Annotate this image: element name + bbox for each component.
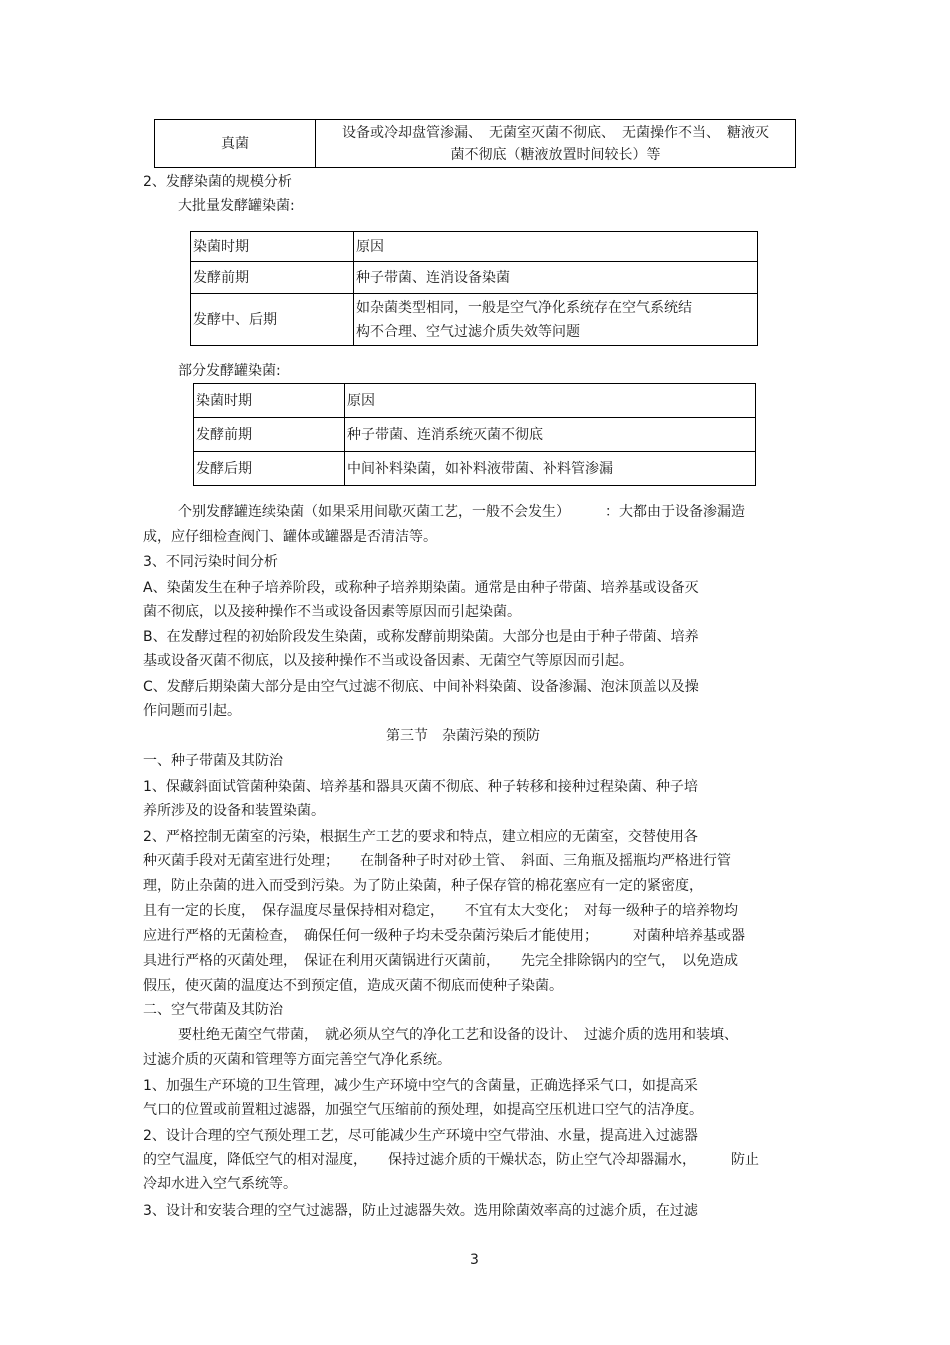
paragraph-line: 作问题而引起。	[143, 703, 241, 719]
section2-heading: 2、发酵染菌的规模分析	[143, 174, 292, 190]
row-period: 发酵前期	[191, 262, 354, 294]
individual-text-line: 成，应仔细检查阀门、罐体或罐器是否清洁等。	[143, 529, 437, 545]
paragraph-line: 2、设计合理的空气预处理工艺，尽可能减少生产环境中空气带油、水量，提高进入过滤器	[143, 1128, 698, 1144]
fungi-reason-line: 菌不彻底（糖液放置时间较长）等	[450, 146, 661, 163]
paragraph-line: 基或设备灭菌不彻底，以及接种操作不当或设备因素、无菌空气等原因而引起。	[143, 653, 633, 669]
paragraph-line: 要杜绝无菌空气带菌， 就必须从空气的净化工艺和设备的设计、 过滤介质的选用和装填、	[178, 1027, 738, 1043]
large-batch-title: 大批量发酵罐染菌:	[178, 198, 295, 214]
row-reason: 种子带菌、连消系统灭菌不彻底	[345, 418, 756, 452]
paragraph-line: 冷却水进入空气系统等。	[143, 1176, 297, 1192]
paragraph-line: 2、严格控制无菌室的污染，根据生产工艺的要求和特点，建立相应的无菌室，交替使用各	[143, 829, 698, 845]
header-period: 染菌时期	[194, 384, 345, 418]
paragraph-line: 假压，使灭菌的温度达不到预定值，造成灭菌不彻底而使种子染菌。	[143, 978, 563, 994]
paragraph-line: A、染菌发生在种子培养阶段，或称种子培养期染菌。通常是由种子带菌、培养基或设备灭	[143, 580, 699, 596]
row-period: 发酵前期	[194, 418, 345, 452]
paragraph-line: 应进行严格的无菌检查， 确保任何一级种子均未受杂菌污染后才能使用； 对菌种培养基或器	[143, 928, 745, 944]
header-reason: 原因	[354, 232, 758, 262]
partial-batch-title: 部分发酵罐染菌:	[178, 363, 281, 379]
header-period: 染菌时期	[191, 232, 354, 262]
row-reason-line: 构不合理、空气过滤介质失效等问题	[356, 323, 580, 340]
paragraph-line: B、在发酵过程的初始阶段发生染菌，或称发酵前期染菌。大部分也是由于种子带菌、培养	[143, 629, 699, 645]
paragraph-line: 的空气温度，降低空气的相对湿度， 保持过滤介质的干燥状态，防止空气冷却器漏水， 防止	[143, 1152, 759, 1168]
paragraph-line: 养所涉及的设备和装置染菌。	[143, 803, 325, 819]
paragraph-line: 种灭菌手段对无菌室进行处理； 在制备种子时对砂土管、 斜面、三角瓶及摇瓶均严格进行管	[143, 853, 731, 869]
large-batch-table	[190, 231, 758, 346]
row-reason: 中间补料染菌，如补料液带菌、补料管渗漏	[345, 452, 756, 486]
paragraph-line: 菌不彻底，以及接种操作不当或设备因素等原因而引起染菌。	[143, 604, 521, 620]
row-reason: 种子带菌、连消设备染菌	[354, 262, 758, 294]
page-number: 3	[470, 1252, 479, 1268]
partial-batch-table	[193, 383, 756, 486]
paragraph-line: 具进行严格的灭菌处理， 保证在利用灭菌锅进行灭菌前， 先完全排除锅内的空气， 以免造成	[143, 953, 738, 969]
paragraph-line: 1、保藏斜面试管菌种染菌、培养基和器具灭菌不彻底、种子转移和接种过程染菌、种子培	[143, 779, 698, 795]
fungi-reason	[316, 120, 796, 168]
individual-text-line: 个别发酵罐连续染菌（如果采用间歇灭菌工艺，一般不会发生） ：大都由于设备渗漏造	[178, 504, 745, 520]
fungi-label: 真菌	[155, 120, 316, 168]
row-reason-line: 如杂菌类型相同，一般是空气净化系统存在空气系统结	[356, 299, 692, 316]
paragraph-line: 1、加强生产环境的卫生管理，减少生产环境中空气的含菌量，正确选择采气口，如提高采	[143, 1078, 698, 1094]
paragraph-line: 3、设计和安装合理的空气过滤器，防止过滤器失效。选用除菌效率高的过滤介质，在过滤	[143, 1203, 698, 1219]
fungi-table	[154, 119, 796, 168]
section3-heading: 3、不同污染时间分析	[143, 554, 278, 570]
row-reason	[354, 294, 758, 346]
header-reason: 原因	[345, 384, 756, 418]
row-period: 发酵后期	[194, 452, 345, 486]
paragraph-line: 且有一定的长度， 保存温度尽量保持相对稳定， 不宜有太大变化； 对每一级种子的培养物均	[143, 903, 738, 919]
part2-heading: 二、空气带菌及其防治	[143, 1002, 283, 1018]
section-title: 第三节 杂菌污染的预防	[386, 728, 540, 744]
paragraph-line: 过滤介质的灭菌和管理等方面完善空气净化系统。	[143, 1052, 451, 1068]
paragraph-line: C、发酵后期染菌大部分是由空气过滤不彻底、中间补料染菌、设备渗漏、泡沫顶盖以及操	[143, 679, 699, 695]
part1-heading: 一、种子带菌及其防治	[143, 753, 283, 769]
paragraph-line: 理，防止杂菌的进入而受到污染。为了防止染菌，种子保存管的棉花塞应有一定的紧密度，	[143, 878, 703, 894]
paragraph-line: 气口的位置或前置粗过滤器，加强空气压缩前的预处理，如提高空压机进口空气的洁净度。	[143, 1102, 703, 1118]
row-period: 发酵中、后期	[191, 294, 354, 346]
fungi-reason-line: 设备或冷却盘管渗漏、 无菌室灭菌不彻底、 无菌操作不当、 糖液灭	[342, 124, 769, 141]
